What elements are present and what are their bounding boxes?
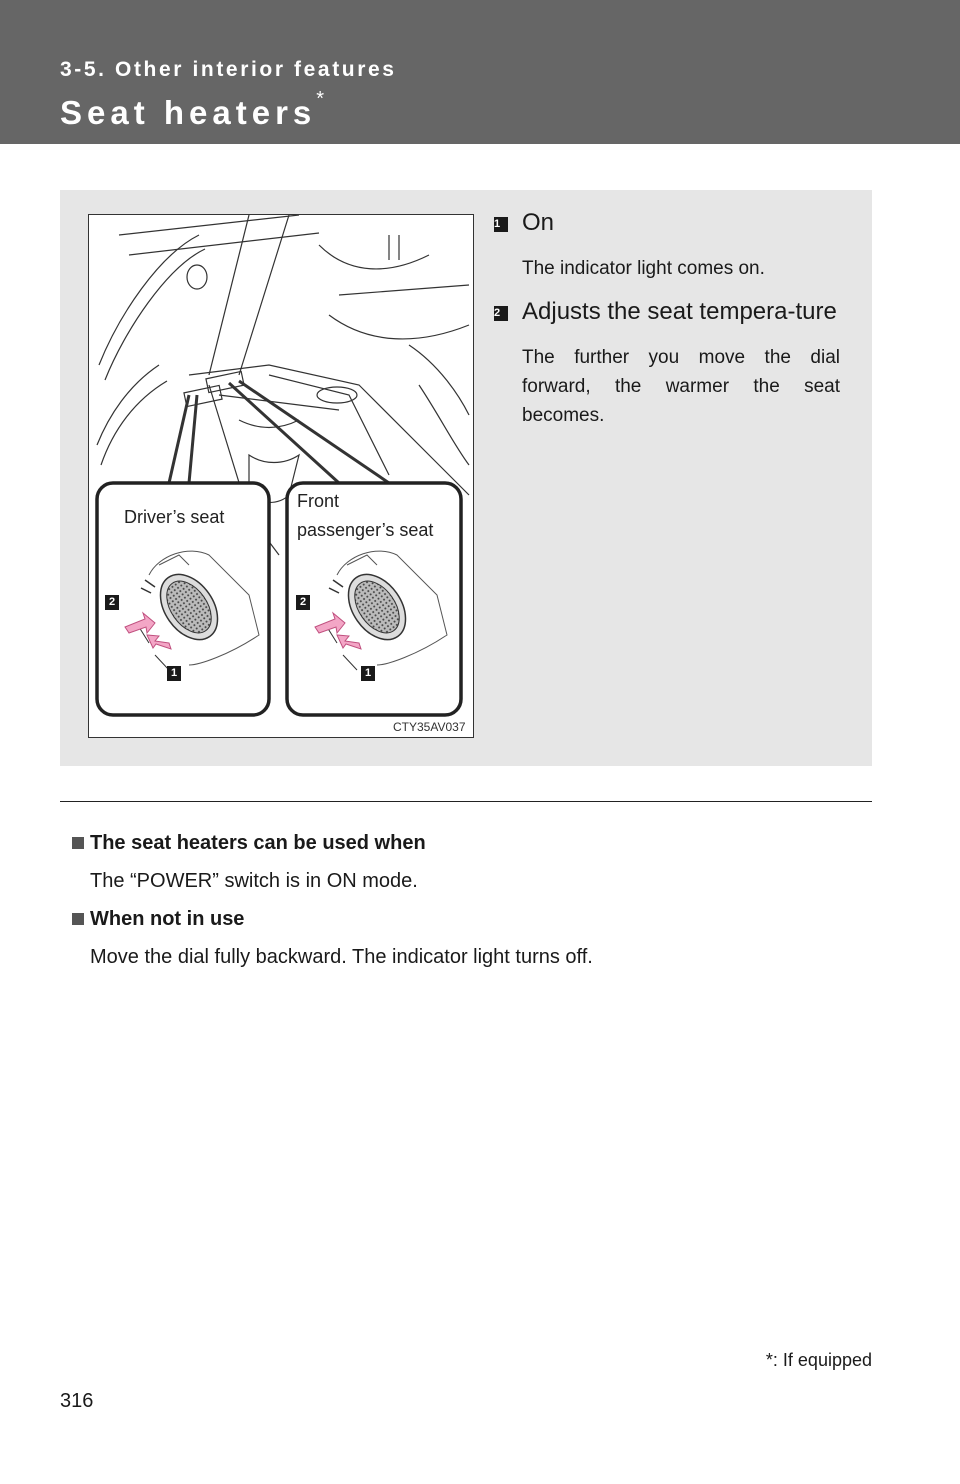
passenger-seat-label-line1: Front xyxy=(297,491,340,511)
item-heading: On xyxy=(522,209,555,236)
item-on xyxy=(494,206,840,240)
page-title-text: Seat heaters xyxy=(60,94,317,131)
item-adjust-temperature xyxy=(494,295,840,329)
square-bullet-icon xyxy=(72,913,84,925)
notes-section xyxy=(72,828,872,980)
drivers-seat-label: Driver’s seat xyxy=(124,507,225,527)
note-body: Move the dial fully backward. The indicator light turns off. xyxy=(90,946,593,968)
if-equipped-mark: * xyxy=(316,88,325,110)
note-heading: The seat heaters can be used when xyxy=(72,828,872,858)
callout-1-driver: 1 xyxy=(167,666,181,681)
page-number: 316 xyxy=(60,1390,94,1412)
item-description: The indicator light comes on. xyxy=(522,258,765,279)
page-header xyxy=(0,0,960,144)
section-divider xyxy=(60,801,872,802)
callout-2-driver: 2 xyxy=(105,595,119,610)
seat-heater-illustration xyxy=(88,214,474,738)
item-number-2: 2 xyxy=(494,306,508,321)
dashboard-line-drawing xyxy=(89,215,473,737)
note-body: The “POWER” switch is in ON mode. xyxy=(90,870,418,892)
square-bullet-icon xyxy=(72,837,84,849)
page-title xyxy=(60,88,325,132)
item-heading: Adjusts the seat tempera-ture xyxy=(522,298,837,325)
section-breadcrumb: 3-5. Other interior features xyxy=(60,58,397,81)
note-heading: When not in use xyxy=(72,904,872,934)
passenger-seat-label-line2: passenger’s seat xyxy=(297,520,434,540)
item-number-1: 1 xyxy=(494,217,508,232)
item-description: The further you move the dial forward, the warmer the seat becomes. xyxy=(522,347,840,426)
callout-1-passenger: 1 xyxy=(361,666,375,681)
figure-code: CTY35AV037 xyxy=(393,720,466,734)
footnote-if-equipped: *: If equipped xyxy=(765,1350,872,1370)
dial-positions-list xyxy=(494,206,840,430)
callout-2-passenger: 2 xyxy=(296,595,310,610)
